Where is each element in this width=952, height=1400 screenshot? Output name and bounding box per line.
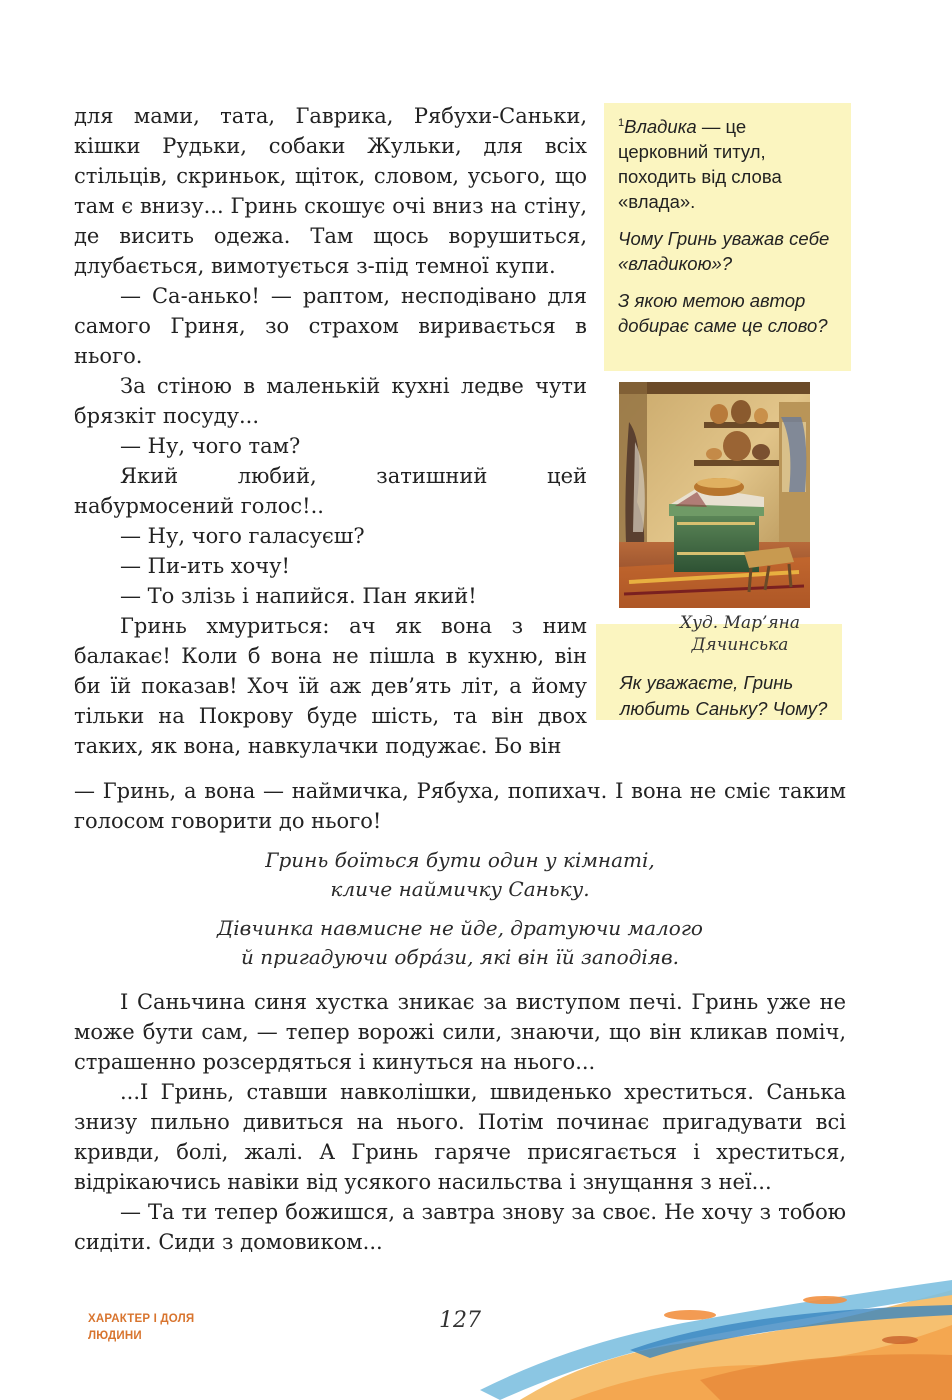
paragraph: для мами, тата, Гаврика, Рябухи-Саньки, кішки Рудьки, собаки Жульки, для всіх стільців, скриньок, щіток, словом, усього, що там є внизу... Гринь скошує очі вниз на стіну, де висить одежа. Там щось ворушиться, длубається, вимотується з-під темної купи.: [74, 104, 587, 278]
paragraph: Гринь хмуриться: ач як вона з ним балакає! Коли б вона не пішла в кухню, він би їй показав! Хоч їй аж дев’ять літ, а йому тільки на Покрову буде шість, та він двох таких, як вона, навкулачки подужає. Бо він: [74, 614, 587, 758]
summary-line: Гринь боїться бути один у кімнаті,: [265, 848, 655, 872]
paragraph: — Са-анько! — раптом, несподівано для самого Гриня, зо страхом виривається в нього.: [74, 284, 587, 368]
lower-text: [74, 987, 846, 1257]
paragraph: — Гринь, а вона — наймичка, Рябуха, попихач. І вона не сміє таким голосом говорити до нього!: [74, 779, 846, 833]
footnote-number: 1: [618, 117, 625, 129]
paragraph: — Пи-ить хочу!: [120, 554, 290, 578]
question: З якою метою автор добирає саме це слово?: [618, 290, 828, 337]
paragraph: — Ну, чого галасуєш?: [120, 524, 365, 548]
decorative-wave: [480, 1270, 952, 1400]
paragraph: І Саньчина синя хустка зникає за виступом печі. Гринь уже не може бути сам, — тепер ворожі сили, знаючи, що він кликав поміч, страшенно розсердяться і кинуться на нього...: [74, 990, 846, 1074]
question: Чому Гринь уважав себе «владикою»?: [618, 228, 830, 275]
footnote: [618, 111, 837, 214]
question: Як уважаєте, Гринь любить Саньку? Чому?: [620, 672, 828, 719]
section-label-line: ХАРАКТЕР І ДОЛЯ: [88, 1313, 195, 1325]
section-label: [88, 1311, 248, 1345]
summary-line: кличе наймичку Саньку.: [330, 877, 590, 901]
paragraph: — Ну, чого там?: [120, 434, 301, 458]
paragraph: ...І Гринь, ставши навколішки, швиденько хреститься. Санька знизу пильно дивиться на нього. Потім починає пригадувати всі кривди, болі, жалі. А Гринь гаряче присягається і хреститься, відрікаючись навіки від усякого насильства і знущання з неї...: [74, 1080, 846, 1194]
continuation-text: [74, 776, 846, 836]
summary-line: Дівчинка навмисне не йде, дратуючи малого: [217, 916, 703, 940]
paragraph: Який любий, затишний цей набурмосений голос!..: [74, 464, 587, 518]
plot-summary: [74, 846, 846, 982]
paragraph: За стіною в маленькій кухні ледве чути брязкіт посуду...: [74, 374, 587, 428]
summary-line: й пригадуючи обра́зи, які він їй заподіяв.: [240, 945, 680, 969]
footnote-box: [604, 103, 851, 371]
section-label-line: ЛЮДИНИ: [88, 1330, 142, 1342]
paragraph: — Та ти тепер божишся, а завтра знову за своє. Не хочу з тобою сидіти. Сиди з домовиком...: [74, 1200, 846, 1254]
paragraph: — То злізь і напийся. Пан який!: [120, 584, 477, 608]
footnote-text: — це церковний титул, походить від слова «влада».: [618, 116, 782, 213]
illustration-caption: [640, 612, 840, 656]
caption-line: Худ. Мар’яна: [680, 613, 800, 633]
footnote-term: Владика: [624, 116, 697, 138]
page-number: 127: [439, 1308, 481, 1333]
painting-illustration: [619, 382, 810, 608]
main-text-column: [74, 101, 587, 761]
caption-line: Дячинська: [691, 635, 789, 655]
